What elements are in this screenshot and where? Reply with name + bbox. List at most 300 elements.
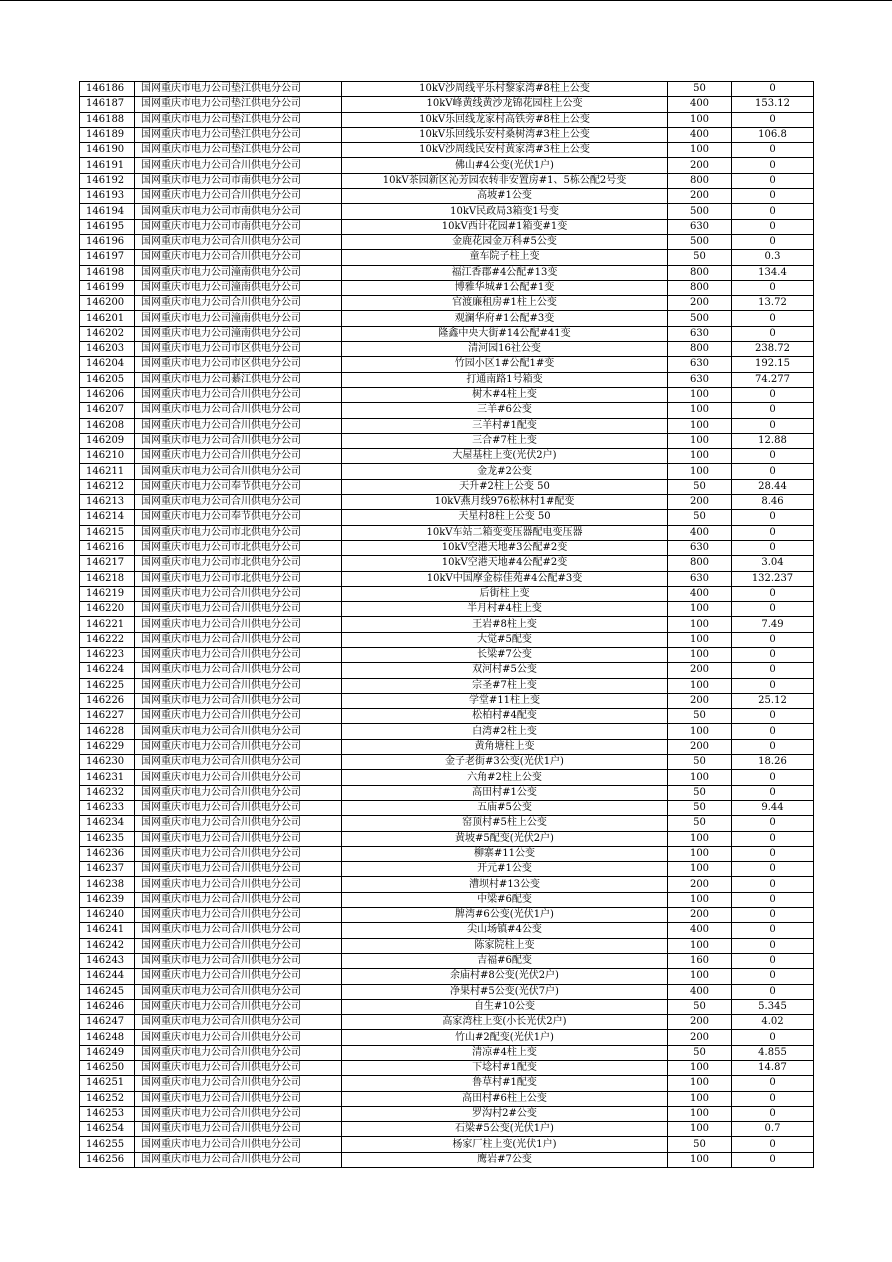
value-cell: 0 (732, 189, 814, 204)
row-id-cell: 146243 (80, 953, 135, 968)
value-cell: 0 (732, 143, 814, 158)
value-cell: 14.87 (732, 1061, 814, 1076)
table-row (80, 999, 814, 1014)
company-cell: 国网重庆市电力公司合川供电分公司 (135, 800, 342, 815)
transformer-name-cell: 后街柱上变 (342, 586, 668, 601)
table-row (80, 357, 814, 372)
capacity-cell: 50 (668, 82, 732, 97)
capacity-cell: 100 (668, 846, 732, 861)
value-cell: 4.02 (732, 1015, 814, 1030)
capacity-cell: 100 (668, 1106, 732, 1121)
company-cell: 国网重庆市电力公司合川供电分公司 (135, 464, 342, 479)
value-cell: 0 (732, 1106, 814, 1121)
company-cell: 国网重庆市电力公司市区供电分公司 (135, 357, 342, 372)
company-cell: 国网重庆市电力公司潼南供电分公司 (135, 311, 342, 326)
row-id-cell: 146195 (80, 219, 135, 234)
value-cell: 0 (732, 418, 814, 433)
transformer-name-cell: 六角#2柱上公变 (342, 770, 668, 785)
company-cell: 国网重庆市电力公司合川供电分公司 (135, 999, 342, 1014)
capacity-cell: 200 (668, 693, 732, 708)
table-row (80, 739, 814, 754)
company-cell: 国网重庆市电力公司市南供电分公司 (135, 219, 342, 234)
company-cell: 国网重庆市电力公司合川供电分公司 (135, 693, 342, 708)
company-cell: 国网重庆市电力公司合川供电分公司 (135, 632, 342, 647)
row-id-cell: 146211 (80, 464, 135, 479)
transformer-name-cell: 10kV乐回线乐安村桑树湾#3柱上公变 (342, 127, 668, 142)
value-cell: 0 (732, 739, 814, 754)
transformer-name-cell: 清凉#4柱上变 (342, 1045, 668, 1060)
value-cell: 0 (732, 1076, 814, 1091)
company-cell: 国网重庆市电力公司合川供电分公司 (135, 1076, 342, 1091)
value-cell: 0 (732, 938, 814, 953)
company-cell: 国网重庆市电力公司合川供电分公司 (135, 969, 342, 984)
capacity-cell: 100 (668, 1091, 732, 1106)
transformer-name-cell: 10kV空港天地#4公配#2变 (342, 556, 668, 571)
row-id-cell: 146256 (80, 1152, 135, 1167)
company-cell: 国网重庆市电力公司合川供电分公司 (135, 647, 342, 662)
transformer-name-cell: 五庙#5公变 (342, 800, 668, 815)
transformer-name-cell: 黄坡#5配变(光伏2户) (342, 831, 668, 846)
transformer-name-cell: 高坡#1公变 (342, 189, 668, 204)
capacity-cell: 200 (668, 1030, 732, 1045)
capacity-cell: 100 (668, 143, 732, 158)
row-id-cell: 146255 (80, 1137, 135, 1152)
company-cell: 国网重庆市电力公司合川供电分公司 (135, 586, 342, 601)
capacity-cell: 200 (668, 663, 732, 678)
value-cell: 0 (732, 219, 814, 234)
transformer-name-cell: 金鹿花园金万科#5公变 (342, 234, 668, 249)
capacity-cell: 50 (668, 785, 732, 800)
table-row (80, 112, 814, 127)
capacity-cell: 100 (668, 892, 732, 907)
row-id-cell: 146209 (80, 433, 135, 448)
company-cell: 国网重庆市电力公司合川供电分公司 (135, 1152, 342, 1167)
capacity-cell: 200 (668, 189, 732, 204)
table-row (80, 923, 814, 938)
table-row (80, 433, 814, 448)
transformer-name-cell: 宗圣#7柱上变 (342, 678, 668, 693)
capacity-cell: 100 (668, 938, 732, 953)
row-id-cell: 146189 (80, 127, 135, 142)
value-cell: 0 (732, 770, 814, 785)
table-row (80, 770, 814, 785)
capacity-cell: 200 (668, 158, 732, 173)
table-row (80, 800, 814, 815)
transformer-name-cell: 漕坝村#13公变 (342, 877, 668, 892)
page-top-rule (0, 0, 892, 1)
table-row (80, 464, 814, 479)
company-cell: 国网重庆市电力公司合川供电分公司 (135, 234, 342, 249)
row-id-cell: 146205 (80, 372, 135, 387)
table-row (80, 250, 814, 265)
row-id-cell: 146217 (80, 556, 135, 571)
table-row (80, 693, 814, 708)
table-row (80, 709, 814, 724)
value-cell: 0 (732, 1137, 814, 1152)
company-cell: 国网重庆市电力公司垫江供电分公司 (135, 143, 342, 158)
value-cell: 0.7 (732, 1122, 814, 1137)
value-cell: 0 (732, 602, 814, 617)
transformer-name-cell: 中梁#6配变 (342, 892, 668, 907)
capacity-cell: 50 (668, 816, 732, 831)
transformer-capacity-table (79, 81, 814, 1168)
row-id-cell: 146203 (80, 342, 135, 357)
company-cell: 国网重庆市电力公司奉节供电分公司 (135, 479, 342, 494)
capacity-cell: 100 (668, 418, 732, 433)
company-cell: 国网重庆市电力公司垫江供电分公司 (135, 97, 342, 112)
value-cell: 0 (732, 280, 814, 295)
value-cell: 18.26 (732, 755, 814, 770)
company-cell: 国网重庆市电力公司合川供电分公司 (135, 403, 342, 418)
transformer-name-cell: 10kV峰黄线黄沙龙锦花园柱上公变 (342, 97, 668, 112)
company-cell: 国网重庆市电力公司合川供电分公司 (135, 1045, 342, 1060)
company-cell: 国网重庆市电力公司市北供电分公司 (135, 525, 342, 540)
capacity-cell: 200 (668, 1015, 732, 1030)
capacity-cell: 200 (668, 296, 732, 311)
value-cell: 0 (732, 831, 814, 846)
transformer-name-cell: 10kV乐回线龙家村高铁旁#8柱上公变 (342, 112, 668, 127)
row-id-cell: 146216 (80, 540, 135, 555)
capacity-cell: 100 (668, 1076, 732, 1091)
company-cell: 国网重庆市电力公司合川供电分公司 (135, 877, 342, 892)
transformer-name-cell: 博雅华城#1公配#1变 (342, 280, 668, 295)
company-cell: 国网重庆市电力公司合川供电分公司 (135, 189, 342, 204)
row-id-cell: 146218 (80, 571, 135, 586)
row-id-cell: 146235 (80, 831, 135, 846)
capacity-cell: 200 (668, 877, 732, 892)
transformer-name-cell: 大觉#5配变 (342, 632, 668, 647)
table-row (80, 1137, 814, 1152)
table-row (80, 1152, 814, 1167)
value-cell: 238.72 (732, 342, 814, 357)
capacity-cell: 100 (668, 647, 732, 662)
table-row (80, 219, 814, 234)
company-cell: 国网重庆市电力公司合川供电分公司 (135, 158, 342, 173)
row-id-cell: 146186 (80, 82, 135, 97)
row-id-cell: 146187 (80, 97, 135, 112)
table-row (80, 143, 814, 158)
company-cell: 国网重庆市电力公司合川供电分公司 (135, 831, 342, 846)
value-cell: 0 (732, 311, 814, 326)
row-id-cell: 146238 (80, 877, 135, 892)
company-cell: 国网重庆市电力公司合川供电分公司 (135, 1106, 342, 1121)
capacity-cell: 400 (668, 525, 732, 540)
capacity-cell: 100 (668, 678, 732, 693)
capacity-cell: 200 (668, 495, 732, 510)
capacity-cell: 100 (668, 1152, 732, 1167)
company-cell: 国网重庆市电力公司合川供电分公司 (135, 678, 342, 693)
row-id-cell: 146224 (80, 663, 135, 678)
transformer-name-cell: 10kV车站二箱变变压器配电变压器 (342, 525, 668, 540)
company-cell: 国网重庆市电力公司市北供电分公司 (135, 571, 342, 586)
transformer-name-cell: 半月村#4柱上变 (342, 602, 668, 617)
value-cell: 0 (732, 953, 814, 968)
company-cell: 国网重庆市电力公司合川供电分公司 (135, 938, 342, 953)
table-row (80, 403, 814, 418)
capacity-cell: 800 (668, 556, 732, 571)
company-cell: 国网重庆市电力公司合川供电分公司 (135, 770, 342, 785)
transformer-name-cell: 三羊村#1配变 (342, 418, 668, 433)
company-cell: 国网重庆市电力公司合川供电分公司 (135, 755, 342, 770)
row-id-cell: 146245 (80, 984, 135, 999)
table-row (80, 525, 814, 540)
capacity-cell: 200 (668, 739, 732, 754)
transformer-name-cell: 净果村#5公变(光伏7户) (342, 984, 668, 999)
capacity-cell: 100 (668, 464, 732, 479)
row-id-cell: 146252 (80, 1091, 135, 1106)
row-id-cell: 146254 (80, 1122, 135, 1137)
value-cell: 25.12 (732, 693, 814, 708)
company-cell: 国网重庆市电力公司奉节供电分公司 (135, 510, 342, 525)
value-cell: 0 (732, 969, 814, 984)
transformer-name-cell: 罗沟村2#公变 (342, 1106, 668, 1121)
row-id-cell: 146215 (80, 525, 135, 540)
table-row (80, 158, 814, 173)
table-row (80, 510, 814, 525)
table-row (80, 97, 814, 112)
transformer-name-cell: 童车院子柱上变 (342, 250, 668, 265)
value-cell: 0 (732, 984, 814, 999)
company-cell: 国网重庆市电力公司潼南供电分公司 (135, 280, 342, 295)
company-cell: 国网重庆市电力公司垫江供电分公司 (135, 82, 342, 97)
value-cell: 0 (732, 816, 814, 831)
row-id-cell: 146212 (80, 479, 135, 494)
capacity-cell: 400 (668, 984, 732, 999)
capacity-cell: 500 (668, 311, 732, 326)
transformer-name-cell: 10kV沙周线平乐村黎家湾#8柱上公变 (342, 82, 668, 97)
capacity-cell: 100 (668, 969, 732, 984)
value-cell: 0 (732, 464, 814, 479)
capacity-cell: 100 (668, 387, 732, 402)
table-row (80, 127, 814, 142)
value-cell: 0 (732, 403, 814, 418)
value-cell: 0 (732, 525, 814, 540)
transformer-name-cell: 柳寨#11公变 (342, 846, 668, 861)
row-id-cell: 146236 (80, 846, 135, 861)
company-cell: 国网重庆市电力公司合川供电分公司 (135, 296, 342, 311)
table-row (80, 234, 814, 249)
transformer-name-cell: 10kV西计花园#1箱变#1变 (342, 219, 668, 234)
company-cell: 国网重庆市电力公司合川供电分公司 (135, 663, 342, 678)
transformer-name-cell: 陈家院柱上变 (342, 938, 668, 953)
row-id-cell: 146191 (80, 158, 135, 173)
capacity-cell: 200 (668, 908, 732, 923)
value-cell: 132.237 (732, 571, 814, 586)
table-row (80, 1015, 814, 1030)
row-id-cell: 146229 (80, 739, 135, 754)
row-id-cell: 146197 (80, 250, 135, 265)
table-row (80, 678, 814, 693)
company-cell: 国网重庆市电力公司市南供电分公司 (135, 204, 342, 219)
company-cell: 国网重庆市电力公司潼南供电分公司 (135, 326, 342, 341)
value-cell: 0 (732, 923, 814, 938)
capacity-cell: 500 (668, 234, 732, 249)
row-id-cell: 146225 (80, 678, 135, 693)
transformer-name-cell: 白湾#2柱上变 (342, 724, 668, 739)
capacity-cell: 630 (668, 357, 732, 372)
table-row (80, 372, 814, 387)
table-row (80, 846, 814, 861)
transformer-name-cell: 观澜华府#1公配#3变 (342, 311, 668, 326)
table-row (80, 540, 814, 555)
transformer-name-cell: 石梁#5公变(光伏1户) (342, 1122, 668, 1137)
transformer-name-cell: 杨家厂柱上变(光伏1户) (342, 1137, 668, 1152)
table-row (80, 1045, 814, 1060)
value-cell: 0 (732, 632, 814, 647)
table-row (80, 969, 814, 984)
capacity-cell: 100 (668, 112, 732, 127)
company-cell: 国网重庆市电力公司合川供电分公司 (135, 418, 342, 433)
table-row (80, 617, 814, 632)
value-cell: 0 (732, 1152, 814, 1167)
capacity-cell: 50 (668, 1137, 732, 1152)
value-cell: 0 (732, 158, 814, 173)
company-cell: 国网重庆市电力公司合川供电分公司 (135, 724, 342, 739)
table-row (80, 311, 814, 326)
transformer-name-cell: 牌湾#6公变(光伏1户) (342, 908, 668, 923)
company-cell: 国网重庆市电力公司市区供电分公司 (135, 342, 342, 357)
value-cell: 0 (732, 663, 814, 678)
transformer-name-cell: 隆鑫中央大街#14公配#41变 (342, 326, 668, 341)
company-cell: 国网重庆市电力公司合川供电分公司 (135, 433, 342, 448)
value-cell: 0 (732, 846, 814, 861)
value-cell: 74.277 (732, 372, 814, 387)
capacity-cell: 800 (668, 265, 732, 280)
value-cell: 0 (732, 1091, 814, 1106)
capacity-cell: 100 (668, 632, 732, 647)
table-row (80, 342, 814, 357)
transformer-name-cell: 黄角塘柱上变 (342, 739, 668, 754)
company-cell: 国网重庆市电力公司市北供电分公司 (135, 540, 342, 555)
transformer-name-cell: 高田村#6柱上公变 (342, 1091, 668, 1106)
value-cell: 134.4 (732, 265, 814, 280)
capacity-cell: 630 (668, 219, 732, 234)
capacity-cell: 50 (668, 510, 732, 525)
table-row (80, 387, 814, 402)
company-cell: 国网重庆市电力公司合川供电分公司 (135, 923, 342, 938)
capacity-cell: 100 (668, 1122, 732, 1137)
company-cell: 国网重庆市电力公司合川供电分公司 (135, 862, 342, 877)
row-id-cell: 146202 (80, 326, 135, 341)
row-id-cell: 146196 (80, 234, 135, 249)
value-cell: 3.04 (732, 556, 814, 571)
transformer-name-cell: 10kV空港天地#3公配#2变 (342, 540, 668, 555)
table-row (80, 862, 814, 877)
company-cell: 国网重庆市电力公司合川供电分公司 (135, 984, 342, 999)
row-id-cell: 146240 (80, 908, 135, 923)
table-row (80, 755, 814, 770)
value-cell: 0 (732, 908, 814, 923)
value-cell: 28.44 (732, 479, 814, 494)
company-cell: 国网重庆市电力公司潼南供电分公司 (135, 265, 342, 280)
transformer-name-cell: 鹰岩#7公变 (342, 1152, 668, 1167)
company-cell: 国网重庆市电力公司合川供电分公司 (135, 602, 342, 617)
value-cell: 0 (732, 112, 814, 127)
value-cell: 0 (732, 326, 814, 341)
value-cell: 0 (732, 449, 814, 464)
row-id-cell: 146244 (80, 969, 135, 984)
capacity-cell: 50 (668, 1045, 732, 1060)
transformer-name-cell: 打通南路1号箱变 (342, 372, 668, 387)
company-cell: 国网重庆市电力公司合川供电分公司 (135, 1122, 342, 1137)
value-cell: 9.44 (732, 800, 814, 815)
value-cell: 0 (732, 82, 814, 97)
value-cell: 8.46 (732, 495, 814, 510)
row-id-cell: 146226 (80, 693, 135, 708)
company-cell: 国网重庆市电力公司合川供电分公司 (135, 1061, 342, 1076)
table-row (80, 831, 814, 846)
transformer-name-cell: 松柏村#4配变 (342, 709, 668, 724)
row-id-cell: 146250 (80, 1061, 135, 1076)
table-row (80, 189, 814, 204)
table-row (80, 1122, 814, 1137)
table-row (80, 908, 814, 923)
company-cell: 国网重庆市电力公司合川供电分公司 (135, 387, 342, 402)
value-cell: 0 (732, 647, 814, 662)
row-id-cell: 146214 (80, 510, 135, 525)
value-cell: 0 (732, 204, 814, 219)
value-cell: 0 (732, 862, 814, 877)
capacity-cell: 100 (668, 403, 732, 418)
table-row (80, 449, 814, 464)
transformer-name-cell: 下埝村#1配变 (342, 1061, 668, 1076)
row-id-cell: 146188 (80, 112, 135, 127)
company-cell: 国网重庆市电力公司合川供电分公司 (135, 739, 342, 754)
value-cell: 4.855 (732, 1045, 814, 1060)
table-row (80, 204, 814, 219)
table-row (80, 877, 814, 892)
row-id-cell: 146231 (80, 770, 135, 785)
capacity-cell: 100 (668, 831, 732, 846)
table-row (80, 1061, 814, 1076)
value-cell: 7.49 (732, 617, 814, 632)
transformer-name-cell: 金龙#2公变 (342, 464, 668, 479)
transformer-name-cell: 吉福#6配变 (342, 953, 668, 968)
company-cell: 国网重庆市电力公司合川供电分公司 (135, 908, 342, 923)
capacity-cell: 400 (668, 97, 732, 112)
table-row (80, 280, 814, 295)
capacity-cell: 100 (668, 602, 732, 617)
row-id-cell: 146232 (80, 785, 135, 800)
transformer-name-cell: 三羊#6公变 (342, 403, 668, 418)
capacity-cell: 800 (668, 342, 732, 357)
value-cell: 12.88 (732, 433, 814, 448)
row-id-cell: 146237 (80, 862, 135, 877)
value-cell: 13.72 (732, 296, 814, 311)
company-cell: 国网重庆市电力公司綦江供电分公司 (135, 372, 342, 387)
table-row (80, 326, 814, 341)
row-id-cell: 146206 (80, 387, 135, 402)
value-cell: 0 (732, 785, 814, 800)
company-cell: 国网重庆市电力公司合川供电分公司 (135, 816, 342, 831)
capacity-cell: 800 (668, 173, 732, 188)
capacity-cell: 50 (668, 999, 732, 1014)
company-cell: 国网重庆市电力公司合川供电分公司 (135, 1030, 342, 1045)
transformer-name-cell: 福江香郡#4公配#13变 (342, 265, 668, 280)
transformer-name-cell: 10kV中国摩金棕佳苑#4公配#3变 (342, 571, 668, 586)
company-cell: 国网重庆市电力公司合川供电分公司 (135, 709, 342, 724)
table-row (80, 1030, 814, 1045)
row-id-cell: 146247 (80, 1015, 135, 1030)
capacity-cell: 50 (668, 479, 732, 494)
company-cell: 国网重庆市电力公司合川供电分公司 (135, 449, 342, 464)
row-id-cell: 146199 (80, 280, 135, 295)
row-id-cell: 146228 (80, 724, 135, 739)
value-cell: 0 (732, 173, 814, 188)
capacity-cell: 100 (668, 617, 732, 632)
capacity-cell: 50 (668, 755, 732, 770)
table-body (80, 82, 814, 1168)
